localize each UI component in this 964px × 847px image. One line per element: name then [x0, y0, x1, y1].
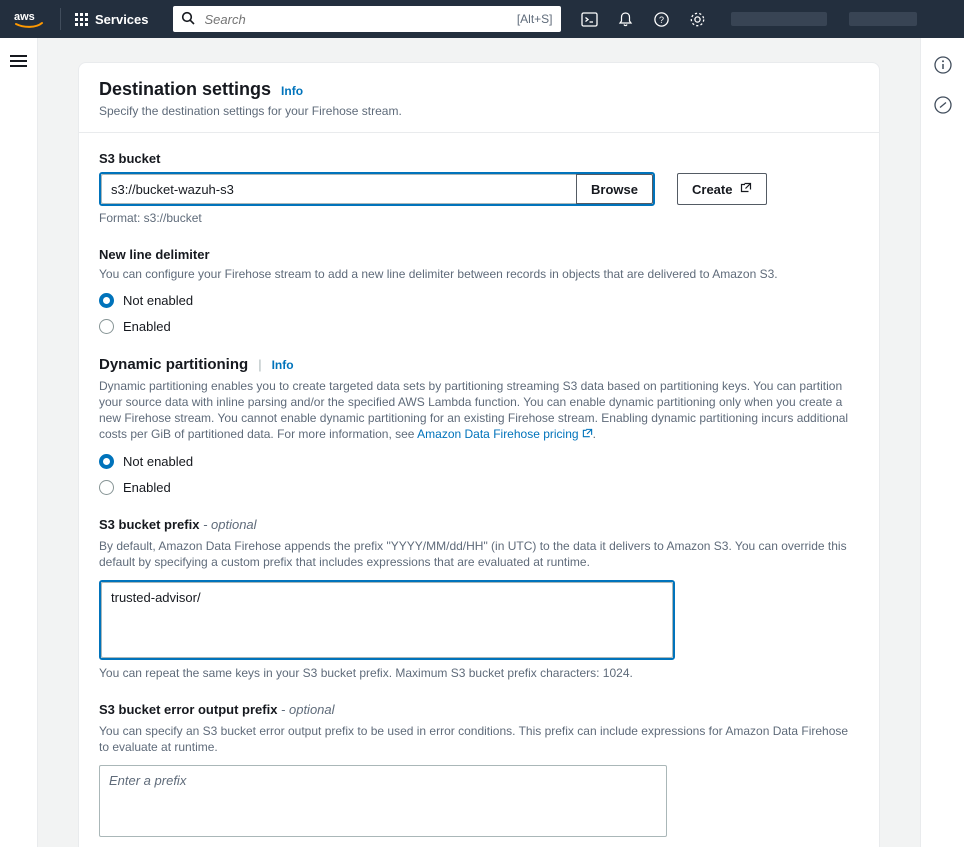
- radio-button[interactable]: [99, 293, 114, 308]
- dynamic-partitioning-description: Dynamic partitioning enables you to create targeted data sets by partitioning streaming S3 data based on partitioning keys. You can partition your source data with inline parsing and/or the specified AWS Lambda function. You can enable dynamic partitioning only when you create a new Firehose stream. You cannot enable dynamic partitioning for an existing Firehose stream. Enabling dynamic partitioning incurs additional costs per GiB of partitioned data. For more information, see: [99, 379, 849, 441]
- dynamic-partitioning-section: Dynamic partitioning | Info Dynamic partitioning enables you to create targeted data sets by partitioning streaming S3 data based on partitioning keys. You can partition your source data with inline parsing and/or the specified AWS Lambda function. You can enable dynamic partitioning only when you create a new Firehose stream. You cannot enable dynamic partitioning for an existing Firehose stream. Enabling dynamic partitioning incurs additional costs per GiB of partitioned data. For more information, see Amazon Data Firehose pricing . Not enabled Enabled: [99, 356, 859, 495]
- left-nav-rail: [0, 38, 38, 847]
- account-region-placeholder-1[interactable]: [731, 12, 827, 26]
- s3-bucket-prefix-optional: - optional: [203, 517, 257, 532]
- s3-error-output-prefix-optional: - optional: [281, 702, 335, 717]
- services-label: Services: [95, 11, 149, 27]
- grid-icon: [75, 13, 88, 26]
- search-shortcut-hint: [Alt+S]: [516, 12, 553, 26]
- destination-settings-card: [78, 62, 880, 847]
- radio-button[interactable]: [99, 454, 114, 469]
- dynamic-partitioning-info-link[interactable]: Info: [271, 358, 294, 372]
- card-body: [79, 133, 879, 847]
- external-link-icon: [740, 182, 752, 197]
- global-search-bar[interactable]: [173, 6, 561, 32]
- new-line-delimiter-option-not-enabled[interactable]: [99, 293, 859, 308]
- radio-label: Not enabled: [123, 454, 194, 469]
- notifications-icon[interactable]: [611, 4, 641, 34]
- s3-bucket-format-hint: Format: s3://bucket: [99, 211, 202, 225]
- cloudshell-icon[interactable]: [575, 4, 605, 34]
- firehose-pricing-link[interactable]: Amazon Data Firehose pricing: [417, 427, 579, 441]
- s3-bucket-prefix-label: [99, 517, 859, 532]
- new-line-delimiter-section: [99, 247, 859, 334]
- new-line-delimiter-label: New line delimiter: [99, 247, 210, 262]
- s3-error-output-prefix-label-text: S3 bucket error output prefix: [99, 702, 278, 717]
- new-line-delimiter-description: You can configure your Firehose stream to add a new line delimiter between records in objects that are delivered to Amazon S3.: [99, 267, 778, 281]
- radio-label: Enabled: [123, 319, 171, 334]
- right-panel-rail: [920, 38, 964, 847]
- radio-button[interactable]: [99, 480, 114, 495]
- main-content: [38, 38, 920, 847]
- browse-button[interactable]: Browse: [576, 174, 653, 204]
- nav-right-icons: [575, 4, 713, 34]
- search-input[interactable]: [203, 11, 509, 28]
- s3-bucket-prefix-hint: You can repeat the same keys in your S3 bucket prefix. Maximum S3 bucket prefix characters: 1024.: [99, 666, 633, 680]
- s3-error-output-prefix-section: [99, 702, 859, 837]
- dynamic-partitioning-description-end: .: [592, 427, 596, 441]
- s3-bucket-input-group: [99, 172, 655, 206]
- dynamic-partitioning-label: Dynamic partitioning: [99, 356, 249, 373]
- create-button-label: Create: [692, 181, 733, 197]
- s3-bucket-prefix-description: By default, Amazon Data Firehose appends the prefix "YYYY/MM/dd/HH" (in UTC) to the data it delivers to Amazon S3. You can override this default by specifying a custom prefix that includes expressions that are evaluated at runtime.: [99, 539, 847, 569]
- create-bucket-button[interactable]: [677, 173, 767, 205]
- s3-bucket-prefix-textarea[interactable]: [101, 582, 673, 658]
- hamburger-menu-icon[interactable]: [10, 52, 27, 70]
- card-header: [79, 63, 879, 133]
- card-subtitle: Specify the destination settings for your Firehose stream.: [99, 104, 402, 118]
- dynamic-partitioning-option-enabled[interactable]: [99, 480, 859, 495]
- s3-bucket-label: S3 bucket: [99, 151, 161, 166]
- shortcut-panel-icon[interactable]: [928, 90, 958, 120]
- aws-logo[interactable]: [10, 0, 48, 38]
- s3-bucket-prefix-label-text: S3 bucket prefix: [99, 517, 200, 532]
- svg-text:?: ?: [658, 14, 665, 25]
- radio-label: Enabled: [123, 480, 171, 495]
- dynamic-partitioning-option-not-enabled[interactable]: [99, 454, 859, 469]
- radio-button[interactable]: [99, 319, 114, 334]
- account-region-placeholder-2[interactable]: [849, 12, 917, 26]
- page-body: [0, 38, 964, 847]
- s3-error-output-prefix-label: [99, 702, 859, 717]
- s3-bucket-prefix-input-wrapper: [99, 580, 675, 660]
- top-navigation-bar: [0, 0, 964, 38]
- settings-icon[interactable]: [683, 4, 713, 34]
- nav-divider: [60, 8, 61, 30]
- help-icon[interactable]: [647, 4, 677, 34]
- s3-bucket-prefix-section: [99, 517, 859, 680]
- services-menu-button[interactable]: [67, 7, 157, 32]
- destination-settings-info-link[interactable]: Info: [281, 84, 304, 98]
- pricing-external-link-icon: [582, 427, 593, 443]
- search-icon: [181, 11, 195, 27]
- page-title: Destination settings: [99, 79, 272, 99]
- radio-label: Not enabled: [123, 293, 194, 308]
- s3-error-output-prefix-textarea[interactable]: [99, 765, 667, 837]
- s3-error-output-prefix-description: You can specify an S3 bucket error output prefix to be used in error conditions. This prefix can include expressions for Amazon Data Firehose to evaluate at runtime.: [99, 724, 849, 754]
- info-panel-icon[interactable]: [928, 50, 958, 80]
- svg-text:aws: aws: [14, 11, 35, 23]
- new-line-delimiter-option-enabled[interactable]: [99, 319, 859, 334]
- s3-bucket-input[interactable]: [101, 174, 576, 204]
